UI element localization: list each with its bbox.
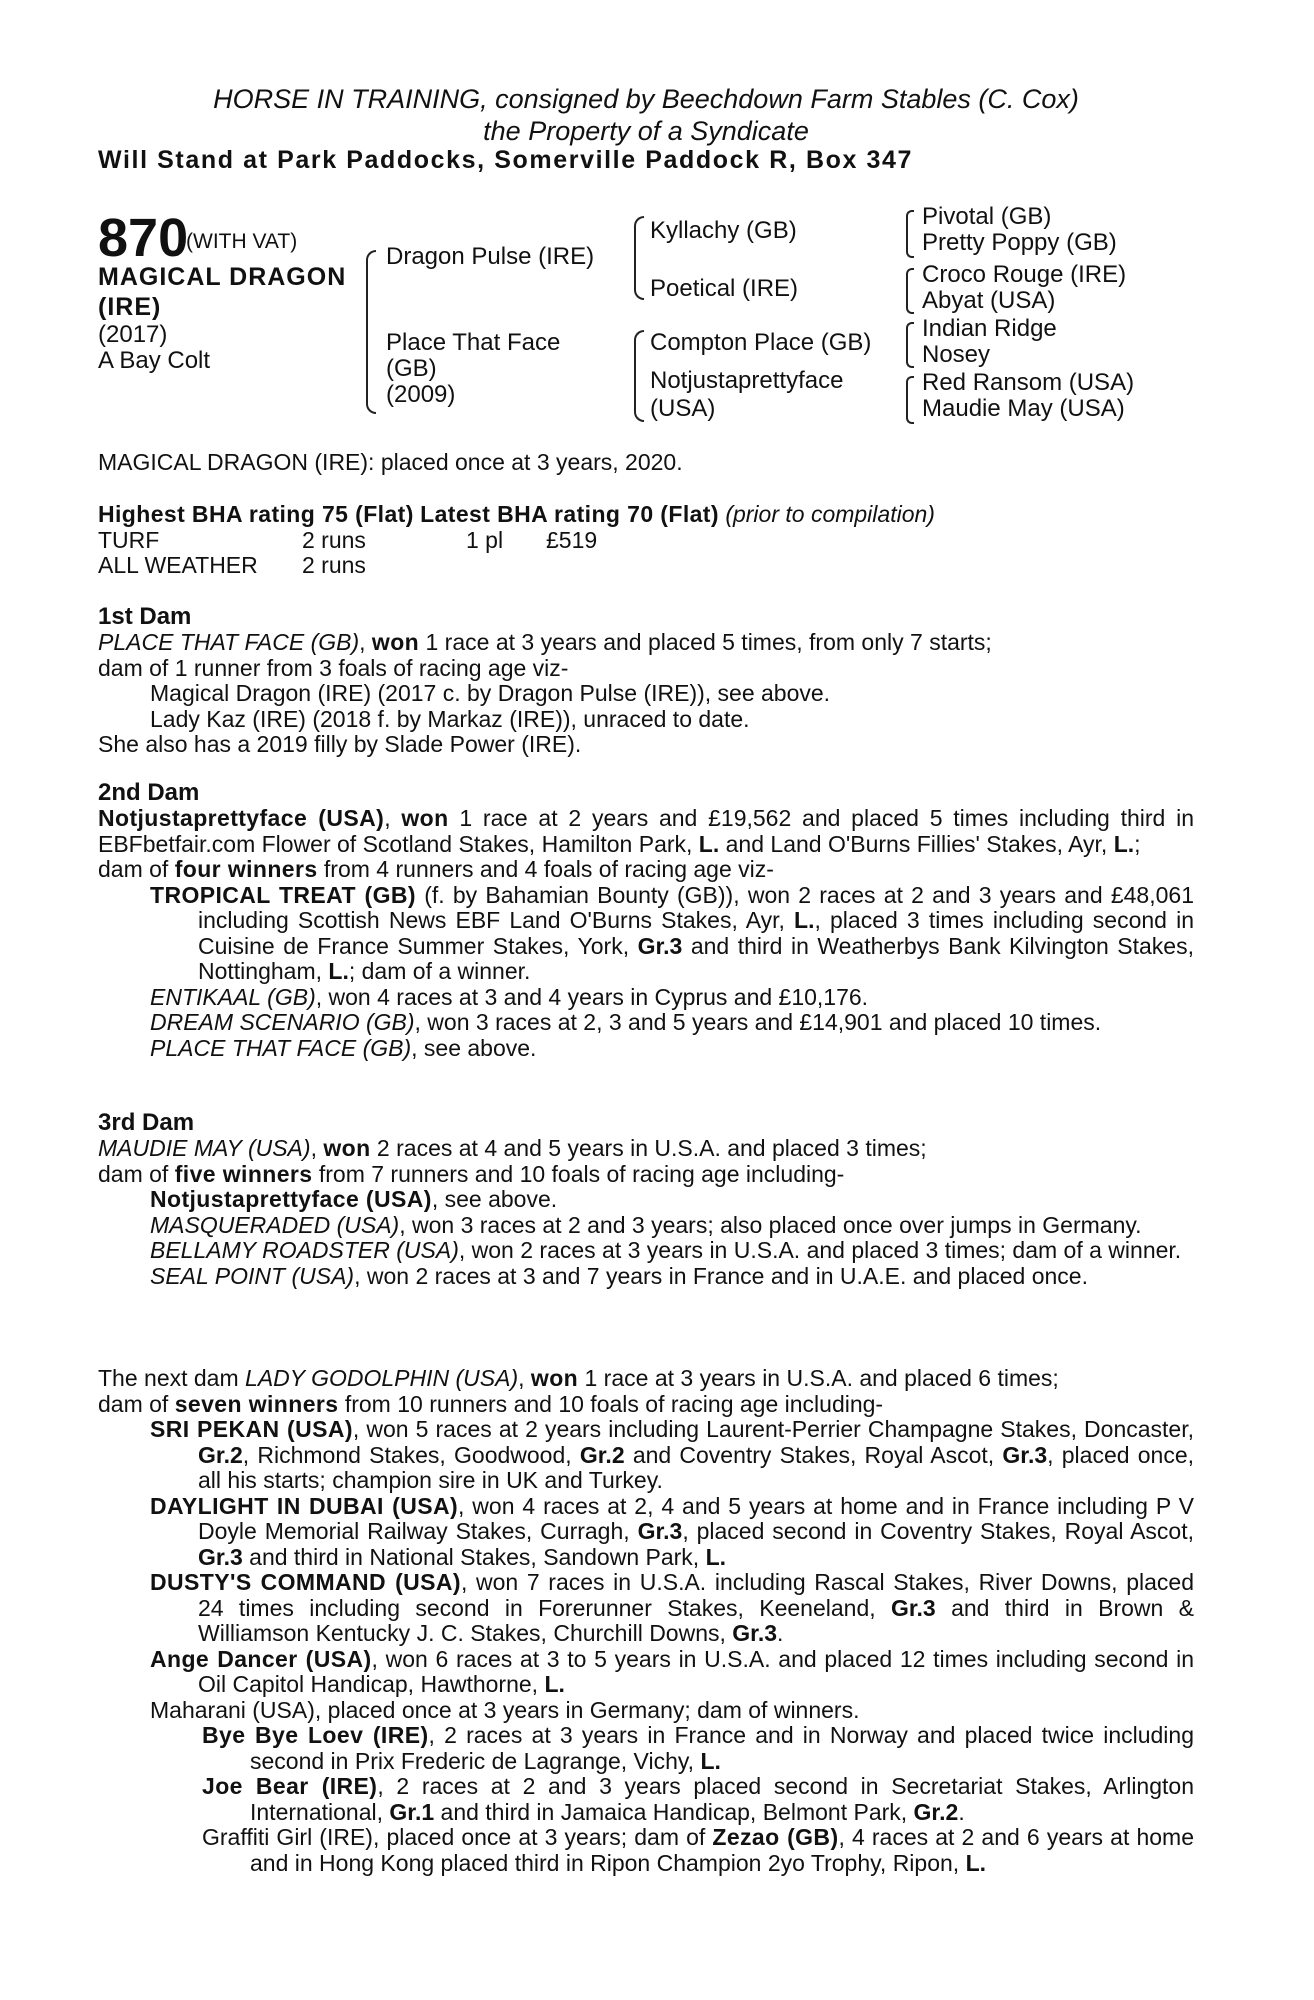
ratings-block [98,502,1194,579]
horse-name: MAGICAL DRAGON (IRE) [98,263,347,321]
pedigree-dam-sire: Compton Place (GB) [650,329,872,356]
latest-rating: Latest BHA rating 70 (Flat) [420,501,719,527]
first-dam-section: 1st Dam PLACE THAT FACE (GB), won 1 race at 3 years and placed 5 times, from only 7 starts; dam of 1 runner from 3 foals of racing age viz- Magical Dragon (IRE) (2017 c. by Dragon Pulse (IRE)), see above. Lady Kaz (IRE) (2018 f. by Markaz (IRE)), unraced to date. She also has a 2019 filly by Slade Power (IRE). [98,604,1194,758]
property-line: the Property of a Syndicate [483,116,809,146]
gen3-brace-2 [906,268,914,314]
third-dam-name: MAUDIE MAY (USA) [98,1135,311,1161]
third-dam-section: 3rd Dam MAUDIE MAY (USA), won 2 races at 4 and 5 years in U.S.A. and placed 3 times; dam of five winners from 7 runners and 10 foals of racing age including- Notjustaprettyface (USA), see above. MASQUERADED (USA), won 3 races at 2 and 3 years; also placed once over jumps in Germany. BELLAMY ROADSTER (USA), won 2 races at 3 years in U.S.A. and placed 3 times; dam of a winner. SEAL POINT (USA), won 2 races at 3 and 7 years in France and in U.A.E. and placed once. [98,1110,1194,1289]
first-dam-heading: 1st Dam [98,603,192,630]
pedigree-sire: Dragon Pulse (IRE) [386,243,595,270]
dam-brace [634,330,644,422]
sire-dam-brace [366,250,376,414]
sire-brace [634,216,644,300]
produce-entry: DREAM SCENARIO (GB), won 3 races at 2, 3 and 5 years and £14,901 and placed 10 times. [150,1009,1102,1035]
pedigree-gen3-2: Pretty Poppy (GB) [922,229,1117,256]
produce-entry: DAYLIGHT IN DUBAI (USA), won 4 races at 2, 4 and 5 years at home and in France including P V Doyle Memorial Railway Stakes, Curragh, Gr.3, placed second in Coventry Stakes, Royal Ascot, Gr.3 and third in National Stakes, Sandown Park, L. [150,1492,1194,1570]
produce-entry: Bye Bye Loev (IRE), 2 races at 3 years in France and in Norway and placed twice including second in Prix Frederic de Lagrange, Vichy, L. [202,1722,1194,1774]
turf-stats: TURF 2 runs 1 pl £519 [98,526,598,553]
produce-entry: Maharani (USA), placed once at 3 years in Germany; dam of winners. [150,1696,860,1723]
summary-line: MAGICAL DRAGON (IRE): placed once at 3 years, 2020. [98,449,683,475]
produce-entry: BELLAMY ROADSTER (USA), won 2 races at 3 years in U.S.A. and placed 3 times; dam of a winner. [150,1237,1182,1263]
gen3-brace-4 [906,376,914,424]
pedigree-gen3-5: Indian Ridge [922,315,1057,342]
second-dam-heading: 2nd Dam [98,779,200,806]
produce-entry: SEAL POINT (USA), won 2 races at 3 and 7 years in France and in U.A.E. and placed once. [150,1262,1088,1289]
location-line: Will Stand at Park Paddocks, Somerville Paddock R, Box 347 [98,146,914,174]
produce-entry: Graffiti Girl (IRE), placed once at 3 years; dam of Zezao (GB), 4 races at 2 and 6 years at home and in Hong Kong placed third in Ripon Champion 2yo Trophy, Ripon, L. [202,1824,1194,1876]
gen3-brace-3 [906,322,914,368]
produce-entry: PLACE THAT FACE (GB), see above. [150,1034,537,1061]
produce-entry: Lady Kaz (IRE) (2018 f. by Markaz (IRE)), unraced to date. [150,705,750,732]
produce-entry: DUSTY'S COMMAND (USA), won 7 races in U.S.A. including Rascal Stakes, River Downs, placed 24 times including second in Forerunner Stakes, Keeneland, Gr.3 and third in Brown & Williamson Kentucky J. C. Stakes, Churchill Downs, Gr.3. [150,1569,1194,1646]
lot-number: 870 [98,208,189,268]
pedigree-dam-line3: (2009) [386,381,456,408]
produce-entry: Joe Bear (IRE), 2 races at 2 and 3 years placed second in Secretariat Stakes, Arlington International, Gr.1 and third in Jamaica Handicap, Belmont Park, Gr.2. [202,1773,1194,1825]
pedigree-gen3-1: Pivotal (GB) [922,203,1052,230]
produce-entry: SRI PEKAN (USA), won 5 races at 2 years including Laurent-Perrier Champagne Stakes, Doncaster, Gr.2, Richmond Stakes, Goodwood, Gr.2 and Coventry Stakes, Royal Ascot, Gr.3, placed once, all his starts; champion sire in UK and Turkey. [150,1416,1195,1493]
produce-entry: TROPICAL TREAT (GB) (f. by Bahamian Bounty (GB)), won 2 races at 2 and 3 years and £48,061 including Scottish News EBF Land O'Burns Stakes, Ayr, L., placed 3 times including second in Cuisine de France Summer Stakes, York, Gr.3 and third in Weatherbys Bank Kilvington Stakes, Nottingham, L.; dam of a winner. [150,881,1195,984]
horse-year: (2017) [98,321,168,348]
all-weather-stats: ALL WEATHER 2 runs [98,552,366,578]
consignor-line: HORSE IN TRAINING, consigned by Beechdown Farm Stables (C. Cox) [213,84,1079,114]
pedigree-gen3-7: Red Ransom (USA) [922,369,1135,396]
produce-entry: MASQUERADED (USA), won 3 races at 2 and 3 years; also placed once over jumps in Germany. [150,1211,1142,1238]
highest-rating: Highest BHA rating 75 (Flat) [98,501,414,527]
pedigree-gen3-8: Maudie May (USA) [922,395,1125,422]
ratings-note: (prior to compilation) [725,501,935,527]
second-dam-name: Notjustaprettyface (USA) [98,805,385,831]
pedigree-dam-line2: (GB) [386,355,437,382]
produce-entry: Ange Dancer (USA), won 6 races at 3 to 5 years in U.S.A. and placed 12 times including second in Oil Capitol Handicap, Hawthorne, L. [150,1645,1194,1697]
pedigree-sire-sire: Kyllachy (GB) [650,217,797,244]
vat-note: (WITH VAT) [186,230,298,253]
pedigree-sire-dam: Poetical (IRE) [650,275,799,302]
pedigree-gen3-6: Nosey [922,341,991,368]
second-dam-section: 2nd Dam Notjustaprettyface (USA), won 1 race at 2 years and £19,562 and placed 5 times including third in EBFbetfair.com Flower of Scotland Stakes, Hamilton Park, L. and Land O'Burns Fillies' Stakes, Ayr, L.; dam of four winners from 4 runners and 4 foals of racing age viz- TROPICAL TREAT (GB) (f. by Bahamian Bounty (GB)), won 2 races at 2 and 3 years and £48,061 including Scottish News EBF Land O'Burns Stakes, Ayr, L., placed 3 times including second in Cuisine de France Summer Stakes, York, Gr.3 and third in Weatherbys Bank Kilvington Stakes, Nottingham, L.; dam of a winner. ENTIKAAL (GB), won 4 races at 3 and 4 years in Cyprus and £10,176. DREAM SCENARIO (GB), won 3 races at 2, 3 and 5 years and £14,901 and placed 10 times. PLACE THAT FACE (GB), see above. [98,779,1195,1061]
produce-entry: ENTIKAAL (GB), won 4 races at 3 and 4 years in Cyprus and £10,176. [150,983,869,1010]
third-dam-heading: 3rd Dam [98,1109,195,1136]
first-dam-name: PLACE THAT FACE (GB) [98,629,360,655]
horse-description: A Bay Colt [98,347,211,374]
pedigree-gen3-4: Abyat (USA) [922,287,1056,314]
pedigree-gen3-3: Croco Rouge (IRE) [922,261,1127,288]
pedigree-dam-dam-line2: (USA) [650,395,716,422]
pedigree-dam-dam-line1: Notjustaprettyface [650,367,844,394]
produce-entry: Magical Dragon (IRE) (2017 c. by Dragon Pulse (IRE)), see above. [150,680,831,706]
next-dam-section: The next dam LADY GODOLPHIN (USA), won 1 race at 3 years in U.S.A. and placed 6 times; dam of seven winners from 10 runners and 10 foals of racing age including- SRI PEKAN (USA), won 5 races at 2 years including Laurent-Perrier Champagne Stakes, Doncaster, Gr.2, Richmond Stakes, Goodwood, Gr.2 and Coventry Stakes, Royal Ascot, Gr.3, placed once, all his starts; champion sire in UK and Turkey. DAYLIGHT IN DUBAI (USA), won 4 races at 2, 4 and 5 years at home and in France including P V Doyle Memorial Railway Stakes, Curragh, Gr.3, placed second in Coventry Stakes, Royal Ascot, Gr.3 and third in National Stakes, Sandown Park, L. DUSTY'S COMMAND (USA), won 7 races in U.S.A. including Rascal Stakes, River Downs, placed 24 times including second in Forerunner Stakes, Keeneland, Gr.3 and third in Brown & Williamson Kentucky J. C. Stakes, Churchill Downs, Gr.3. Ange Dancer (USA), won 6 races at 3 to 5 years in U.S.A. and placed 12 times including second in Oil Capitol Handicap, Hawthorne, L. Maharani (USA), placed once at 3 years in Germany; dam of winners. Bye Bye Loev (IRE), 2 races at 3 years in France and in Norway and placed twice including second in Prix Frederic de Lagrange, Vichy, L. Joe Bear (IRE), 2 races at 2 and 3 years placed second in Secretariat Stakes, Arlington International, Gr.1 and third in Jamaica Handicap, Belmont Park, Gr.2. Graffiti Girl (IRE), placed once at 3 years; dam of Zezao (GB), 4 races at 2 and 6 years at home and in Hong Kong placed third in Ripon Champion 2yo Trophy, Ripon, L. [98,1365,1195,1876]
produce-entry: Notjustaprettyface (USA), see above. [150,1186,558,1212]
next-dam-name: LADY GODOLPHIN (USA) [245,1365,519,1391]
pedigree-dam-line1: Place That Face [386,329,561,356]
gen3-brace-1 [906,210,914,258]
